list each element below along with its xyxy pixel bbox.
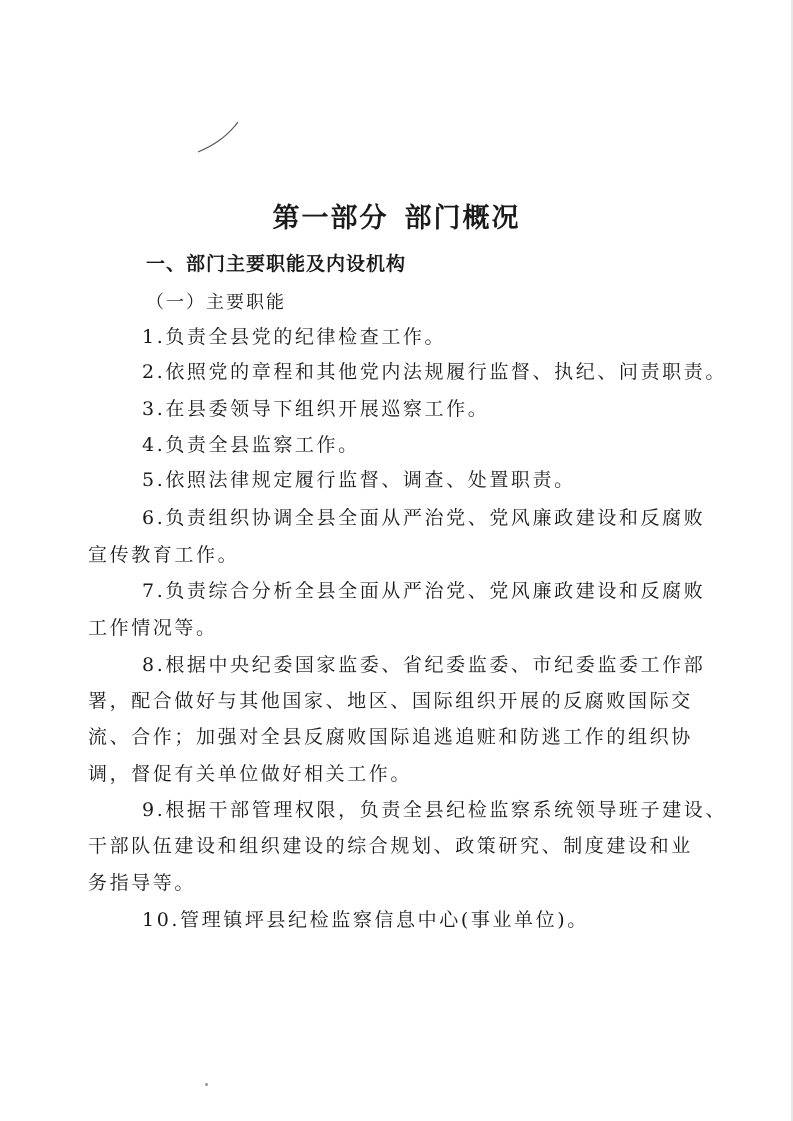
item-line-7b: 工作情况等。 <box>88 617 218 639</box>
item-line-5: 5.依照法律规定履行监督、调查、处置职责。 <box>142 469 576 491</box>
item-line-9a: 9.根据干部管理权限，负责全县纪检监察系统领导班子建设、 <box>142 799 727 821</box>
item-line-9b: 干部队伍建设和组织建设的综合规划、政策研究、制度建设和业 <box>88 835 693 857</box>
item-line-8c: 流、合作；加强对全县反腐败国际追逃追赃和防逃工作的组织协 <box>88 726 693 748</box>
item-line-8b: 署，配合做好与其他国家、地区、国际组织开展的反腐败国际交 <box>88 690 693 712</box>
item-line-6b: 宣传教育工作。 <box>88 544 240 566</box>
item-line-2: 2.依照党的章程和其他党内法规履行监督、执纪、问责职责。 <box>142 361 727 383</box>
title-name: 部门概况 <box>404 203 521 234</box>
section-heading: 一、部门主要职能及内设机构 <box>146 253 407 275</box>
subsection-heading: （一）主要职能 <box>146 292 286 313</box>
pen-stroke-mark <box>190 118 250 158</box>
item-line-7a: 7.负责综合分析全县全面从严治党、党风廉政建设和反腐败 <box>142 580 706 602</box>
scan-speck <box>205 1083 208 1086</box>
title-part: 第一部分 <box>272 203 389 234</box>
item-line-6a: 6.负责组织协调全县全面从严治党、党风廉政建设和反腐败 <box>142 507 706 529</box>
item-line-1: 1.负责全县党的纪律检查工作。 <box>142 326 447 348</box>
item-line-9c: 务指导等。 <box>88 872 197 894</box>
item-line-8d: 调，督促有关单位做好相关工作。 <box>88 763 413 785</box>
item-line-4: 4.负责全县监察工作。 <box>142 434 360 456</box>
item-line-10: 10.管理镇坪县纪检监察信息中心(事业单位)。 <box>142 909 589 931</box>
item-line-3: 3.在县委领导下组织开展巡察工作。 <box>142 398 490 420</box>
page-title <box>0 196 793 235</box>
item-line-8a: 8.根据中央纪委国家监委、省纪委监委、市纪委监委工作部 <box>142 654 706 676</box>
